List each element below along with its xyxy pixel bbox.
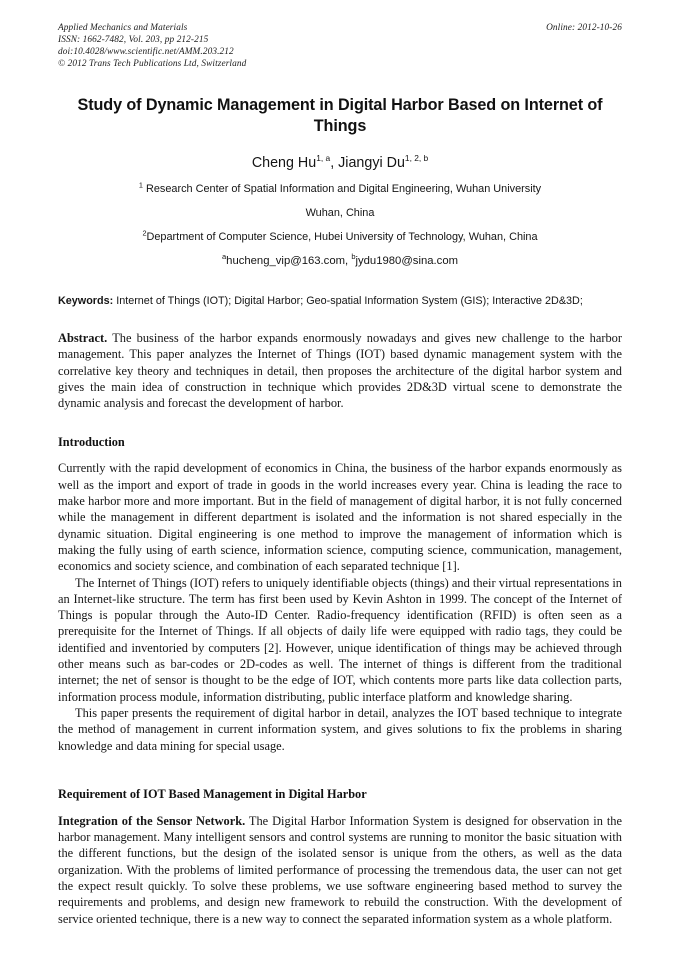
paragraph-sensor-network-text: The Digital Harbor Information System is designed for observation in the harbor management. Many intelligent sensors and control systems are running to monitor the basic situation with the different functions, but the design of the isolated sensor is unique from the others, as well as the data organization. With the problems of limited performance of processing the tremendous data, the user can not get the expect result quickly. To solve these problems, we use software engineering based method to survey the requirements and problems, and design new framework to rebuild the construction. With the development of service oriented technique, there is a new way to connect the separated information system as a whole platform. xyxy=(58,813,622,926)
keywords-label: Keywords: xyxy=(58,295,114,308)
journal-issn: ISSN: 1662-7482, Vol. 203, pp 212-215 xyxy=(58,35,209,46)
paragraph-sensor-network xyxy=(58,813,622,927)
author-1-affil-marker: 1, a xyxy=(316,153,331,164)
abstract-block xyxy=(58,330,622,411)
affiliation-1-marker: 1 xyxy=(138,180,143,190)
paragraph-intro-1: Currently with the rapid development of economics in China, the business of the harbor expands enormously as well as the import and export of trade in goods in the world increases every year. China is leading the race to make harbor more and more important. But in the field of management of digital harbor, it is not fully concerned while the management in different department is isolated and the information is not shared especially in the dynamic situation. Digital engineering is one method to improve the management of information which is making the fully using of earth science, information science, computing science, communication, management, economics and society science, and combination of each separated technique [1]. xyxy=(58,461,622,574)
email-a-marker: a xyxy=(221,252,227,262)
paragraph-intro-3: This paper presents the requirement of digital harbor in detail, analyzes the IOT based technique to integrate the method of management in current information system, and gives solutions to fix the problems in sharing knowledge and data mining for special usage. xyxy=(58,705,622,753)
journal-name: Applied Mechanics and Materials xyxy=(58,23,188,33)
journal-header xyxy=(58,22,622,70)
affiliation-1-city xyxy=(58,206,622,220)
affiliation-2-marker: 2 xyxy=(142,228,147,238)
email-a[interactable]: hucheng_vip@163.com, xyxy=(226,255,352,268)
author-emails xyxy=(58,252,622,268)
email-b[interactable]: jydu1980@sina.com xyxy=(355,255,459,268)
email-b-marker: b xyxy=(351,252,356,262)
author-2-name: Jiangyi Du xyxy=(338,155,405,172)
journal-copyright: © 2012 Trans Tech Publications Ltd, Switzerland xyxy=(58,59,247,70)
abstract-label: Abstract. xyxy=(58,330,108,345)
keywords-text: Internet of Things (IOT); Digital Harbor; Geo-spatial Information System (GIS); Interactive 2D&3D; xyxy=(113,295,583,308)
subheading-integration-sensor-network: Integration of the Sensor Network. xyxy=(58,813,246,828)
online-date: Online: 2012-10-26 xyxy=(546,23,622,33)
section-heading-requirement: Requirement of IOT Based Management in Digital Harbor xyxy=(58,786,367,801)
section-heading-introduction: Introduction xyxy=(58,435,125,450)
paragraph-intro-2: The Internet of Things (IOT) refers to uniquely identifiable objects (things) and their virtual representations in an Internet-like structure. The term has first been used by Kevin Ashton in 1999. The concept of the Internet of Things is popular through the Auto-ID Center. Radio-frequency identification (RFID) is often seen as a prerequisite for the Internet of Things. If all objects of daily life were equipped with radio tags, they could be identified and inventoried by computers [2]. However, unique identification of things may be achieved through other means such as bar-codes or 2D-codes as well. The internet of things is different from the traditional internet; the net of sensor is thought to be the edge of IOT, which contents more parts like data collection parts, information process module, information distributing, public interface platform and knowledge sharing. xyxy=(58,575,622,704)
journal-doi: doi:10.4028/www.scientific.net/AMM.203.212 xyxy=(58,47,234,58)
abstract-text: The business of the harbor expands enormously nowadays and gives new challenge to the harbor management. This paper analyzes the Internet of Things (IOT) based dynamic management system with the correlative key theory and techniques in detail, then proposes the architecture of the digital harbor system and gives the main idea of construction in technique which provides 2D&3D virtual scene to demonstrate the dynamic analysis and forecast the development of harbor. xyxy=(58,330,622,411)
affiliation-1 xyxy=(58,182,622,196)
affiliation-2 xyxy=(58,230,622,244)
author-1-name: Cheng Hu xyxy=(251,155,317,172)
affiliation-1-city-text: Wuhan, China xyxy=(305,207,375,220)
author-2-affil-marker: 1, 2, b xyxy=(404,153,429,164)
page-title: Study of Dynamic Management in Digital Harbor Based on Internet of Things xyxy=(77,96,603,136)
section-spacer xyxy=(58,754,622,763)
affiliation-2-text: Department of Computer Science, Hubei University of Technology, Wuhan, China xyxy=(146,231,538,244)
author-separator: , xyxy=(330,155,339,172)
keywords-block xyxy=(58,294,622,309)
author-list xyxy=(58,155,622,171)
affiliation-1-text: Research Center of Spatial Information and Digital Engineering, Wuhan University xyxy=(142,183,542,196)
